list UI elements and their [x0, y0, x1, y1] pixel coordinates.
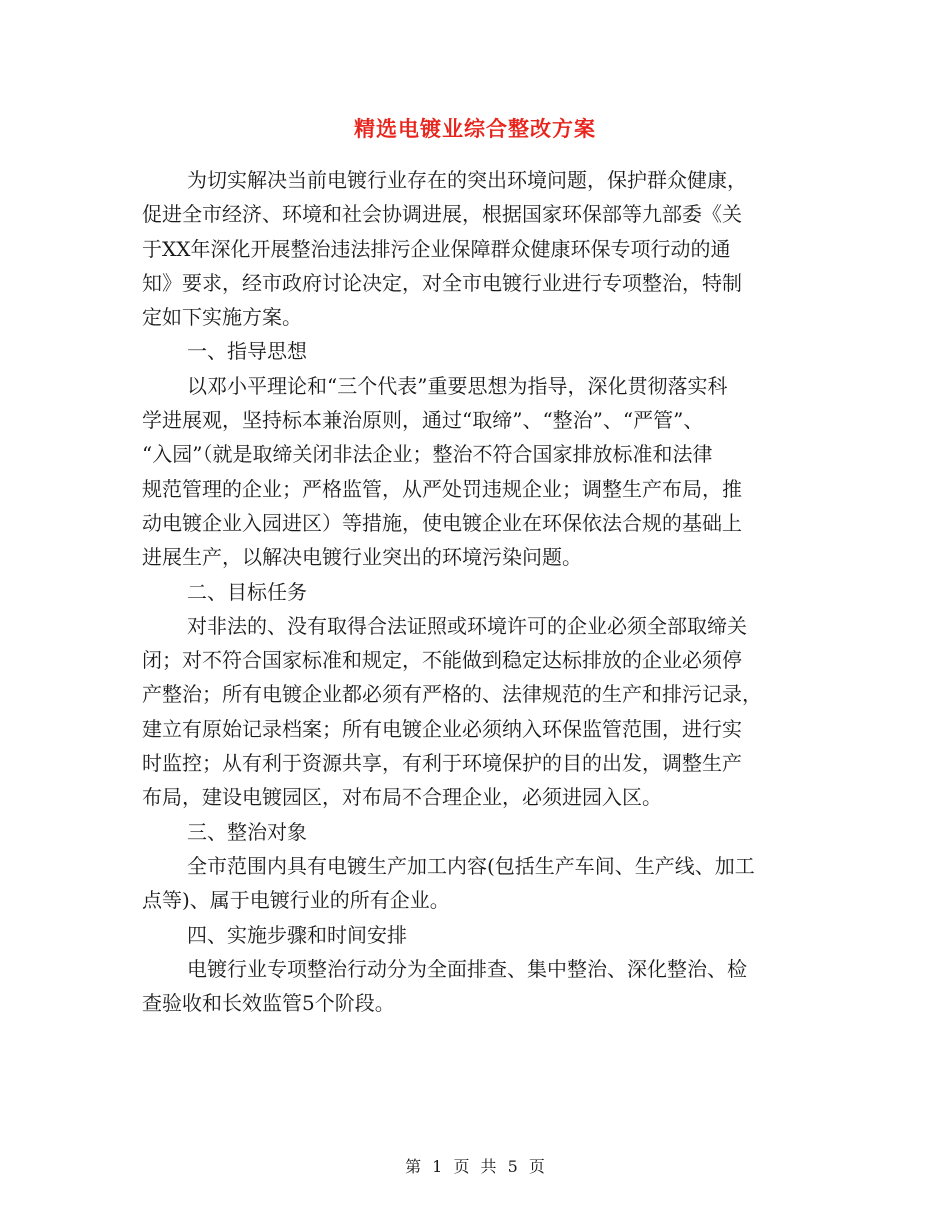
text-line: 为切实解决当前电镀行业存在的突出环境问题，保护群众健康，	[187, 168, 747, 192]
text-line: 一、指导思想	[187, 339, 307, 364]
text-line: 三、整治对象	[187, 819, 307, 844]
text-line: “入园”（就是取缔关闭非法企业；整治不符合国家排放标准和法律	[142, 442, 713, 467]
text-line: 促进全市经济、环境和社会协调进展，根据国家环保部等九部委《关	[142, 202, 742, 227]
text-line: 四、实施步骤和时间安排	[187, 922, 407, 947]
document-title: 精选电镀业综合整改方案	[354, 117, 596, 141]
text-line: 学进展观，坚持标本兼治原则，通过“取缔”、“整治”、“严管”、	[142, 408, 704, 433]
text-line: 全市范围内具有电镀生产加工内容(包括生产车间、生产线、加工	[187, 853, 755, 878]
text-line: 电镀行业专项整治行动分为全面排查、集中整治、深化整治、检	[187, 956, 747, 981]
text-line: 知》要求，经市政府讨论决定，对全市电镀行业进行专项整治，特制	[142, 270, 742, 295]
text-line: 于XX年深化开展整治违法排污企业保障群众健康环保专项行动的通	[142, 236, 731, 261]
text-line: 闭；对不符合国家标准和规定，不能做到稳定达标排放的企业必须停	[142, 648, 742, 673]
text-line: 布局，建设电镀园区，对布局不合理企业，必须进园入区。	[142, 785, 662, 810]
text-line: 定如下实施方案。	[142, 305, 302, 330]
text-line: 规范管理的企业；严格监管，从严处罚违规企业；调整生产布局，推	[142, 476, 742, 501]
text-line: 对非法的、没有取得合法证照或环境许可的企业必须全部取缔关	[187, 613, 747, 638]
text-line: 以邓小平理论和“三个代表”重要思想为指导，深化贯彻落实科	[187, 373, 728, 398]
document-body	[142, 163, 814, 1020]
text-line: 建立有原始记录档案；所有电镀企业必须纳入环保监管范围，进行实	[142, 716, 742, 741]
text-line: 动电镀企业入园进区）等措施，使电镀企业在环保依法合规的基础上	[142, 510, 742, 535]
text-line: 进展生产，以解决电镀行业突出的环境污染问题。	[142, 545, 582, 570]
text-line: 查验收和长效监管5个阶段。	[142, 991, 395, 1016]
page-footer: 第 1 页 共 5 页	[405, 1157, 545, 1176]
text-line: 时监控；从有利于资源共享，有利于环境保护的目的出发，调整生产	[142, 751, 742, 776]
text-line: 产整治；所有电镀企业都必须有严格的、法律规范的生产和排污记录，	[142, 682, 762, 707]
text-line: 二、目标任务	[187, 579, 307, 604]
text-line: 点等)、属于电镀行业的所有企业。	[142, 888, 450, 913]
